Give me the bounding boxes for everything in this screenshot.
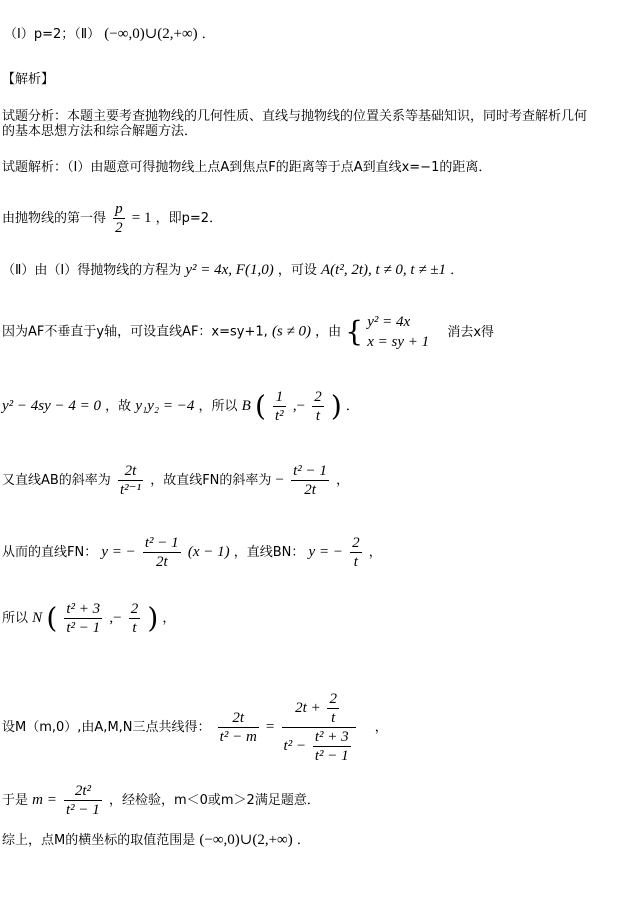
step-line-af: 因为AF不垂直于y轴，可设直线AF：x=sy+1, (s ≠ 0) ，由 { y² = 4x x = sy + 1 消去x得 — [2, 314, 495, 350]
step-parabola: （Ⅱ）由（Ⅰ）得抛物线的方程为 y² = 4x, F(1,0) ，可设 A(t², 2t), t ≠ 0, t ≠ ±1 ． — [2, 262, 464, 278]
compound-fraction: 2t + $\frac{2}{t}$ t² − $\frac{\text{t² + 3}}{\text{t² − 1}}$ — [282, 690, 356, 765]
equation-system: y² = 4x x = sy + 1 — [367, 314, 430, 350]
answer-part1: （Ⅰ）p=2；（Ⅱ） — [4, 27, 101, 42]
conclusion-interval: (−∞,0)∪(2,+∞) — [199, 832, 293, 848]
step-lines-fn-bn: 从而的直线FN： y = − $\frac{\text{t² − 1}}{2t}$ (x − 1) ，直线BN： y = − $\frac{2}{t}$ ， — [2, 535, 382, 570]
left-brace: { — [345, 315, 364, 348]
step-p: 由抛物线的第一得 $\frac{p}{2}$ = 1 ，即p=2． — [2, 201, 223, 236]
answer-line: （Ⅰ）p=2；（Ⅱ） (−∞,0)∪(2,+∞) ． — [4, 26, 215, 42]
conclusion: 综上，点M的横坐标的取值范围是 (−∞,0)∪(2,+∞) ． — [2, 832, 310, 848]
analysis-line-2: 的基本思想方法和综合解题方法． — [2, 124, 198, 139]
step-slopes: 又直线AB的斜率为 $\frac{2t}{\text{t²⁻¹}}$ ，故直线FN的斜率为 − $\frac{\text{t² − 1}}{2t}$ ， — [2, 463, 350, 498]
fraction-p-over-2: $\frac{p}{2}$ — [115, 201, 123, 236]
section-header: 【解析】 — [2, 72, 55, 87]
step-quadratic: y² − 4sy − 4 = 0 ，故 y₁y₂ = −4 ，所以 B ( $\frac{1}{\text{t²}}$ ,− $\frac{2}{t}$ ) ． — [2, 389, 359, 424]
step-m-value: 于是 m = $\frac{\text{2t²}}{\text{t² − 1}}$ ，经检验，m＜0或m＞2满足题意． — [2, 783, 320, 818]
answer-interval: (−∞,0)∪(2,+∞) — [104, 26, 198, 42]
solution-intro: 试题解析：（Ⅰ）由题意可得抛物线上点A到焦点F的距离等于点A到直线x=−1的距离． — [2, 160, 492, 175]
step-point-n: 所以 N ( $\frac{\text{t² + 3}}{\text{t² − 1}}$ ,− $\frac{2}{t}$ ) ， — [2, 601, 176, 636]
analysis-line-1: 试题分析：本题主要考查抛物线的几何性质、直线与抛物线的位置关系等基础知识，同时考查解析几何 — [2, 109, 588, 124]
step-collinear: 设M（m,0）,由A,M,N三点共线得： $\frac{2t}{\text{t² − m}}$ = 2t + $\frac{2}{t}$ t² − $\frac{\text{t² + 3}}{\text{t² − 1}}$ ， — [2, 691, 388, 764]
